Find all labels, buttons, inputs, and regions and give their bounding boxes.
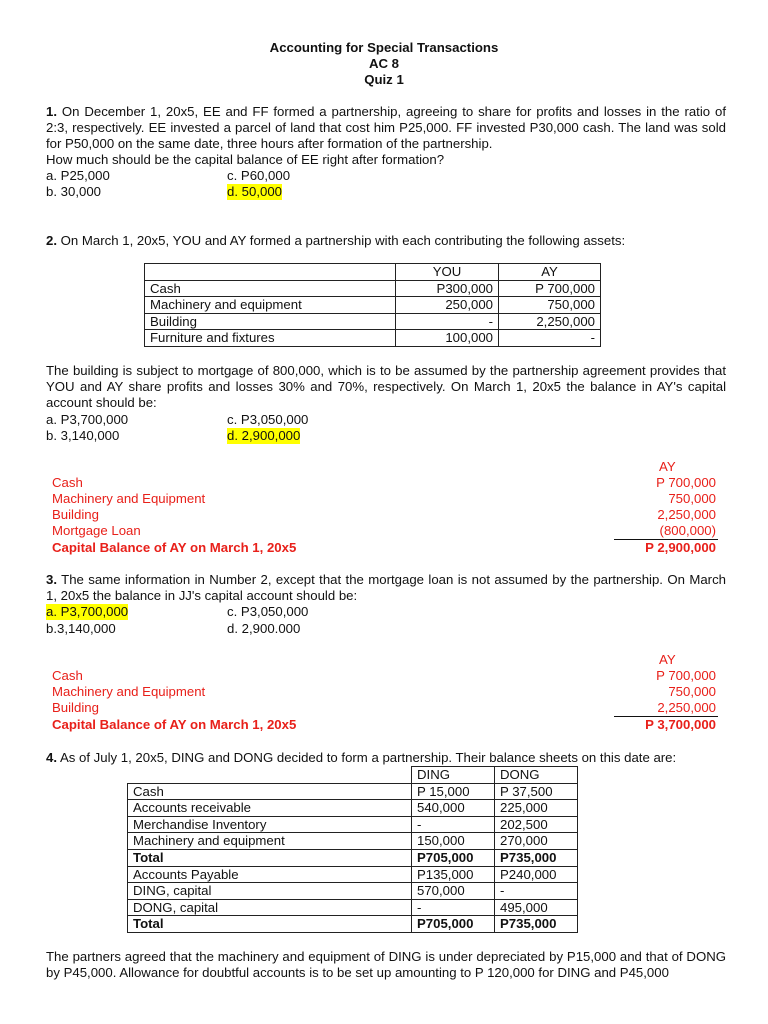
q1-text	[46, 104, 726, 153]
q3-solution-total-value: P 3,700,000	[645, 717, 716, 732]
table-cell: Accounts Payable	[128, 866, 412, 883]
q3-choice-d: d. 2,900.000	[227, 621, 301, 636]
table-cell: Cash	[128, 783, 412, 800]
table-row	[128, 800, 578, 817]
table-cell: 270,000	[495, 833, 578, 850]
q2-number: 2.	[46, 233, 57, 248]
table-cell: 225,000	[495, 800, 578, 817]
table-cell: 100,000	[396, 330, 499, 347]
table-cell: P135,000	[412, 866, 495, 883]
table-cell: 202,500	[495, 816, 578, 833]
table-cell: -	[499, 330, 601, 347]
table-cell: P240,000	[495, 866, 578, 883]
table-cell: -	[396, 313, 499, 330]
table-cell: P705,000	[412, 849, 495, 866]
table-row	[128, 767, 578, 784]
table-cell: Accounts receivable	[128, 800, 412, 817]
q2-solution-value: (800,000)	[659, 523, 716, 538]
table-cell: P 37,500	[495, 783, 578, 800]
q2-solution-value: 2,250,000	[657, 507, 716, 522]
table-row	[128, 899, 578, 916]
q1-question: How much should be the capital balance of EE right after formation?	[46, 152, 445, 167]
table-cell: 540,000	[412, 800, 495, 817]
q3-solution-total-label: Capital Balance of AY on March 1, 20x5	[52, 717, 297, 732]
table-cell: 250,000	[396, 297, 499, 314]
q3-choice-a-answer: a. P3,700,000	[46, 604, 129, 619]
table-row	[128, 783, 578, 800]
table-cell: 2,250,000	[499, 313, 601, 330]
table-cell: 750,000	[499, 297, 601, 314]
table-row	[145, 313, 601, 330]
table-cell: Total	[128, 916, 412, 933]
table-cell: -	[495, 883, 578, 900]
table-cell: 495,000	[495, 899, 578, 916]
table-cell: Cash	[145, 280, 396, 297]
q3-solution-value: 2,250,000	[657, 700, 716, 715]
table-header-cell	[145, 264, 396, 281]
table-cell: P300,000	[396, 280, 499, 297]
q3-number: 3.	[46, 572, 57, 587]
q2-solution-label: Machinery and Equipment	[52, 491, 206, 506]
table-cell: P705,000	[412, 916, 495, 933]
table-cell: Merchandise Inventory	[128, 816, 412, 833]
q2-solution-total-label: Capital Balance of AY on March 1, 20x5	[52, 540, 297, 555]
q4-number: 4.	[46, 750, 57, 765]
q1-number: 1.	[46, 104, 57, 119]
table-cell: -	[412, 816, 495, 833]
q3-text	[46, 572, 726, 604]
q2-choice-b: b. 3,140,000	[46, 428, 120, 443]
q2-solution-label: Building	[52, 507, 99, 522]
q1-choice-d-answer: d. 50,000	[227, 184, 282, 199]
q4-text	[46, 750, 726, 766]
q2-text	[46, 233, 726, 249]
q3-solution-label: Building	[52, 700, 99, 715]
q4-balance-sheet-table	[127, 766, 578, 933]
table-row	[145, 280, 601, 297]
q2-choice-a: a. P3,700,000	[46, 412, 129, 427]
table-row-total	[128, 916, 578, 933]
table-header-cell: YOU	[396, 264, 499, 281]
table-cell: P735,000	[495, 849, 578, 866]
table-row	[145, 264, 601, 281]
document-title: Accounting for Special Transactions	[269, 40, 499, 55]
q2-body: On March 1, 20x5, YOU and AY formed a partnership with each contributing the following assets:	[60, 233, 626, 248]
table-cell: Machinery and equipment	[145, 297, 396, 314]
table-header-cell	[128, 767, 412, 784]
quiz-title: Quiz 1	[364, 72, 404, 87]
table-header-cell: AY	[499, 264, 601, 281]
table-row	[128, 883, 578, 900]
q4-text2: The partners agreed that the machinery and equipment of DING is under depreciated by P15,000 and that of DONG by P45,000. Allowance for doubtful accounts is to be set up amounting to P 120,000 for DING and P45,000	[46, 949, 726, 981]
table-cell: 570,000	[412, 883, 495, 900]
q2-choice-c: c. P3,050,000	[227, 412, 309, 427]
table-row	[128, 816, 578, 833]
q1-choice-a: a. P25,000	[46, 168, 110, 183]
q2-solution-value: P 700,000	[656, 475, 716, 490]
table-cell: Building	[145, 313, 396, 330]
q3-solution-header: AY	[659, 652, 676, 667]
table-cell: P 15,000	[412, 783, 495, 800]
q2-text2: The building is subject to mortgage of 800,000, which is to be assumed by the partnership agreement provides that YOU and AY share profits and losses 30% and 70%, respectively. On March 1, 20x5 the balance in AY's capital account should be:	[46, 363, 726, 411]
table-row	[145, 330, 601, 347]
q3-solution-label: Cash	[52, 668, 83, 683]
q3-choice-b: b.3,140,000	[46, 621, 116, 636]
table-header-cell: DONG	[495, 767, 578, 784]
q1-choice-c: c. P60,000	[227, 168, 291, 183]
q1-choice-b: b. 30,000	[46, 184, 101, 199]
q3-choice-c: c. P3,050,000	[227, 604, 309, 619]
table-row	[145, 297, 601, 314]
table-row	[128, 866, 578, 883]
table-row-total	[128, 849, 578, 866]
table-cell: P 700,000	[499, 280, 601, 297]
q2-solution-label: Mortgage Loan	[52, 523, 141, 538]
q2-assets-table	[144, 263, 601, 347]
table-row	[128, 833, 578, 850]
q2-solution-total-value: P 2,900,000	[645, 540, 716, 555]
table-header-cell: DING	[412, 767, 495, 784]
q3-solution-value: P 700,000	[656, 668, 716, 683]
course-code: AC 8	[368, 56, 400, 71]
table-cell: 150,000	[412, 833, 495, 850]
table-cell: Machinery and equipment	[128, 833, 412, 850]
q2-solution-header: AY	[659, 459, 676, 474]
q3-solution-value: 750,000	[668, 684, 716, 699]
q2-solution-label: Cash	[52, 475, 83, 490]
q2-choice-d-answer: d. 2,900,000	[227, 428, 301, 443]
q1-body: On December 1, 20x5, EE and FF formed a partnership, agreeing to share for profits and losses in the ratio of 2:3, respectively. EE invested a parcel of land that cost him P25,000. FF invested P30,000 cash. The land was sold for P50,000 on the same date, three hours after formation of the partnership.	[46, 104, 726, 152]
q3-body: The same information in Number 2, except that the mortgage loan is not assumed by the partnership. On March 1, 20x5 the balance in JJ's capital account should be:	[46, 572, 726, 604]
table-cell: DONG, capital	[128, 899, 412, 916]
table-cell: Total	[128, 849, 412, 866]
table-cell: DING, capital	[128, 883, 412, 900]
q4-body: As of July 1, 20x5, DING and DONG decided to form a partnership. Their balance sheets on this date are:	[59, 750, 677, 765]
table-cell: P735,000	[495, 916, 578, 933]
q3-solution-label: Machinery and Equipment	[52, 684, 206, 699]
table-cell: -	[412, 899, 495, 916]
table-cell: Furniture and fixtures	[145, 330, 396, 347]
q2-solution-value: 750,000	[668, 491, 716, 506]
